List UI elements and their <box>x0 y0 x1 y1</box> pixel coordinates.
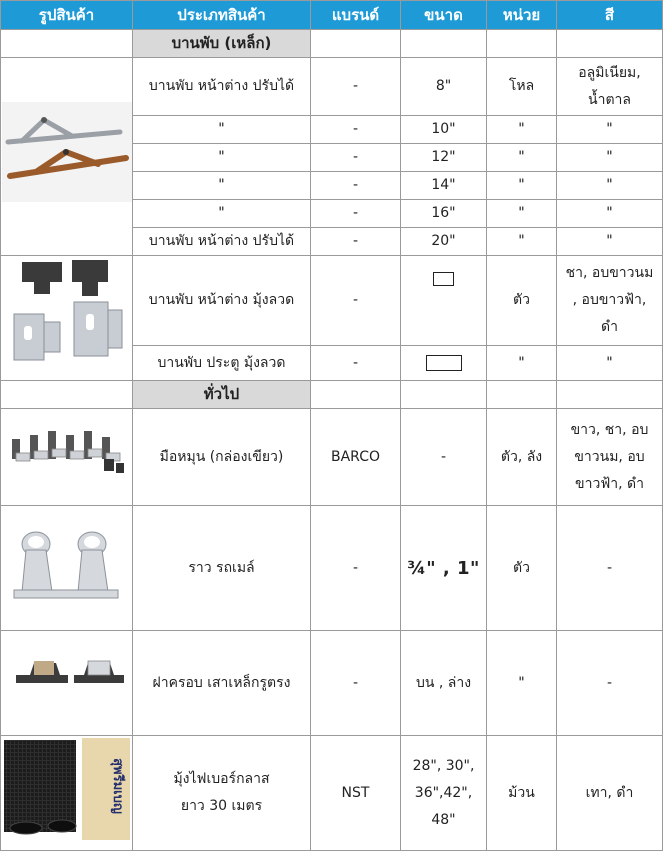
table-row <box>1 256 663 346</box>
cell-type: " <box>133 144 311 172</box>
product-image-window-hinge <box>1 58 133 256</box>
cell-size-line: 36",42", <box>414 784 473 801</box>
cell-color-line: ดำ <box>601 319 618 336</box>
cell-size <box>401 346 487 381</box>
table-row <box>1 409 663 506</box>
fiberglass-roll-image <box>2 736 132 840</box>
header-row <box>1 1 663 30</box>
cell-type: " <box>133 116 311 144</box>
roll-label-text: สุพรีมเบญ <box>109 758 125 814</box>
cell-color: - <box>557 506 663 631</box>
cell-color-line: อลูมิเนียม, <box>578 64 641 81</box>
col-header-image: รูปสินค้า <box>1 1 133 30</box>
cell-color <box>557 409 663 506</box>
cell-size <box>401 736 487 851</box>
product-image-screen-hinge <box>1 256 133 381</box>
cell-brand: - <box>311 116 401 144</box>
cell-brand: - <box>311 256 401 346</box>
cell-brand: - <box>311 144 401 172</box>
col-header-brand: แบรนด์ <box>311 1 401 30</box>
cell-color <box>557 58 663 116</box>
cell-size: 16" <box>401 200 487 228</box>
screen-hinge-image <box>2 256 132 370</box>
cell-brand: - <box>311 228 401 256</box>
col-header-unit: หน่วย <box>487 1 557 30</box>
product-image-handle <box>1 409 133 506</box>
cell-size-line: 48" <box>431 811 456 828</box>
product-image-rail-bracket <box>1 506 133 631</box>
cell-type <box>133 736 311 851</box>
cell-unit: ตัว <box>487 256 557 346</box>
cell-type: มือหมุน (กล่องเขียว) <box>133 409 311 506</box>
window-handle-image <box>2 409 132 495</box>
cell-color-line: ขาวฟ้า, ดำ <box>575 475 644 492</box>
col-header-size: ขนาด <box>401 1 487 30</box>
cell-color: - <box>557 631 663 736</box>
cell-brand: - <box>311 346 401 381</box>
cell-type: " <box>133 172 311 200</box>
section-row-general <box>1 381 663 409</box>
cell-unit: " <box>487 116 557 144</box>
cell-size: บน , ล่าง <box>401 631 487 736</box>
cell-size-line: 28", 30", <box>412 757 475 774</box>
cell-unit: ตัว, ลัง <box>487 409 557 506</box>
rail-bracket-image <box>2 506 132 620</box>
cell-unit: " <box>487 631 557 736</box>
cell-size: 14" <box>401 172 487 200</box>
section-row-hinge <box>1 30 663 58</box>
cell-type-line: ยาว 30 เมตร <box>180 798 263 814</box>
cell-brand: - <box>311 200 401 228</box>
cell-brand: BARCO <box>311 409 401 506</box>
cell-type: บานพับ หน้าต่าง ปรับได้ <box>133 58 311 116</box>
cell-brand: NST <box>311 736 401 851</box>
cell-unit: ม้วน <box>487 736 557 851</box>
cell-type: บานพับ หน้าต่าง ปรับได้ <box>133 228 311 256</box>
product-image-fiberglass-screen <box>1 736 133 851</box>
cell-size: 12" <box>401 144 487 172</box>
size-rect-icon <box>426 355 462 371</box>
post-cap-image <box>2 631 132 725</box>
table-row <box>1 631 663 736</box>
cell-size: 8" <box>401 58 487 116</box>
cell-type: ราว รถเมล์ <box>133 506 311 631</box>
cell-color: " <box>557 346 663 381</box>
cell-color: " <box>557 116 663 144</box>
table-row <box>1 736 663 851</box>
cell-color-line: น้ำตาล <box>588 91 631 108</box>
col-header-color: สี <box>557 1 663 30</box>
cell-color-line: ขาวนม, อบ <box>574 448 645 465</box>
cell-color-line: ขาว, ชา, อบ <box>570 421 649 438</box>
cell-size <box>401 256 487 346</box>
cell-type: ฝาครอบ เสาเหล็กรูตรง <box>133 631 311 736</box>
cell-brand: - <box>311 631 401 736</box>
cell-type: บานพับ หน้าต่าง มุ้งลวด <box>133 256 311 346</box>
product-image-post-cap <box>1 631 133 736</box>
cell-unit: " <box>487 144 557 172</box>
cell-color: " <box>557 200 663 228</box>
cell-type: บานพับ ประตู มุ้งลวด <box>133 346 311 381</box>
cell-brand: - <box>311 172 401 200</box>
window-hinge-image <box>2 102 132 202</box>
size-rect-icon <box>433 272 454 286</box>
cell-size: 20" <box>401 228 487 256</box>
cell-color <box>557 256 663 346</box>
cell-brand: - <box>311 506 401 631</box>
cell-size: ¾" , 1" <box>401 506 487 631</box>
cell-color-line: ชา, อบขาวนม <box>565 265 654 282</box>
cell-type-line: มุ้งไฟเบอร์กลาส <box>173 771 270 787</box>
section-title-general: ทั่วไป <box>133 381 311 409</box>
cell-unit: " <box>487 346 557 381</box>
cell-color: เทา, ดำ <box>557 736 663 851</box>
col-header-type: ประเภทสินค้า <box>133 1 311 30</box>
cell-type: " <box>133 200 311 228</box>
cell-color: " <box>557 172 663 200</box>
cell-size: - <box>401 409 487 506</box>
cell-unit: " <box>487 228 557 256</box>
cell-unit: โหล <box>487 58 557 116</box>
cell-unit: ตัว <box>487 506 557 631</box>
cell-unit: " <box>487 200 557 228</box>
table-row <box>1 506 663 631</box>
table-row <box>1 58 663 116</box>
cell-color: " <box>557 228 663 256</box>
section-title-hinge: บานพับ (เหล็ก) <box>133 30 311 58</box>
cell-unit: " <box>487 172 557 200</box>
cell-size: 10" <box>401 116 487 144</box>
cell-brand: - <box>311 58 401 116</box>
cell-color-line: , อบขาวฟ้า, <box>572 292 647 309</box>
cell-color: " <box>557 144 663 172</box>
